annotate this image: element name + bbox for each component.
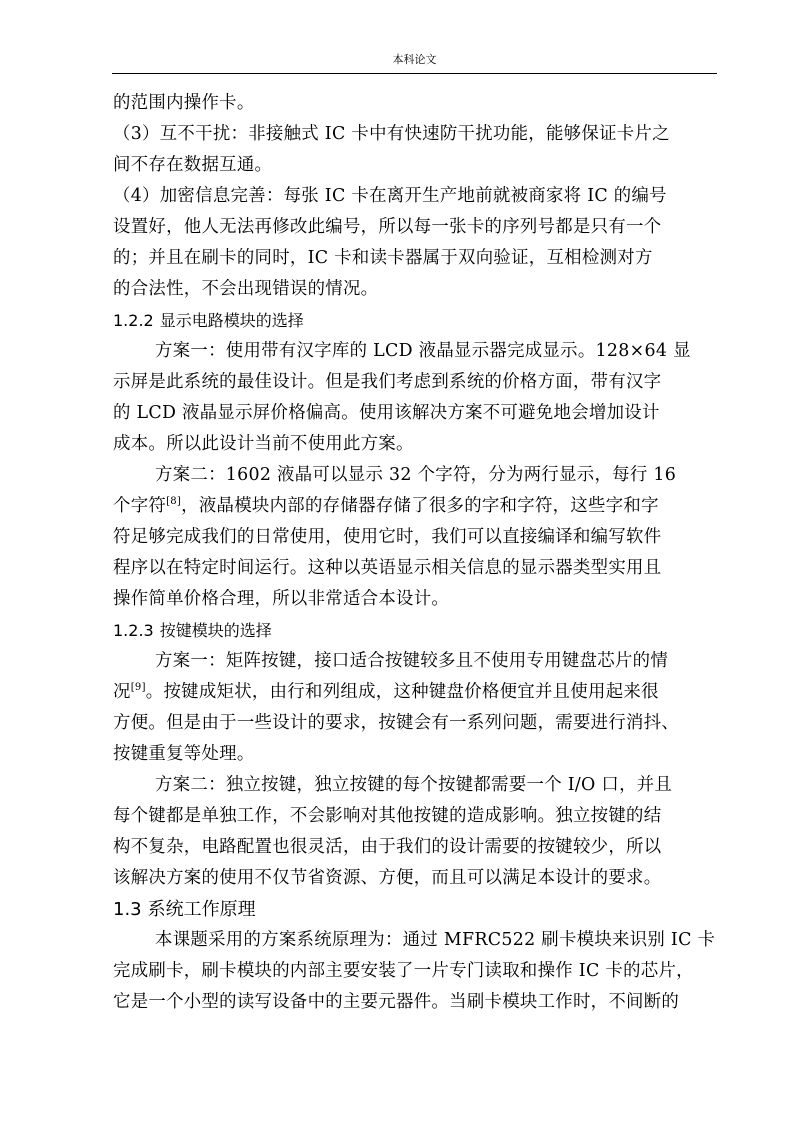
text-line: 程序以在特定时间运行。这种以英语显示相关信息的显示器类型实用且: [113, 558, 662, 578]
text-span: 。按键成矩状，由行和列组成，这种键盘价格便宜并且使用起来很: [145, 682, 659, 702]
text-line: 的合法性，不会出现错误的情况。: [113, 279, 379, 299]
text-line: 方案二：独立按键，独立按键的每个按键都需要一个 I/O 口，并且: [155, 775, 673, 795]
text-span: 个字符: [113, 496, 167, 516]
citation-ref: [8]: [166, 496, 182, 507]
citation-ref: [9]: [130, 682, 146, 693]
text-line: 成本。所以此设计当前不使用此方案。: [113, 434, 414, 454]
section-number: 1.2.3: [113, 621, 154, 640]
text-span: 况: [113, 682, 131, 702]
section-number: 1.2.2: [113, 311, 154, 330]
text-line: 方案一：矩阵按键，接口适合按键较多且不使用专用键盘芯片的情: [155, 651, 669, 671]
text-line: 的 LCD 液晶显示屏价格偏高。使用该解决方案不可避免地会增加设计: [113, 403, 660, 423]
text-line: （3）互不干扰：非接触式 IC 卡中有快速防干扰功能，能够保证卡片之: [113, 124, 670, 144]
text-line: 完成刷卡，刷卡模块的内部主要安装了一片专门读取和操作 IC 卡的芯片，: [113, 961, 694, 981]
text-line: 本课题采用的方案系统原理为：通过 MFRC522 刷卡模块来识别 IC 卡: [155, 930, 716, 950]
section-heading-1-3: [113, 894, 717, 925]
text-line: 按键重复等处理。: [113, 744, 255, 764]
section-title: 显示电路模块的选择: [159, 311, 304, 330]
text-line: 该解决方案的使用不仅节省资源、方便，而且可以满足本设计的要求。: [113, 868, 662, 888]
text-line: 间不存在数据互通。: [113, 155, 273, 175]
text-line: 符足够完成我们的日常使用，使用它时，我们可以直接编译和编写软件: [113, 527, 662, 547]
section-heading-1-2-3: [113, 615, 717, 646]
text-line: 示屏是此系统的最佳设计。但是我们考虑到系统的价格方面，带有汉字: [113, 372, 662, 392]
text-line: [113, 677, 717, 708]
header-rule: [112, 73, 717, 74]
text-line: 设置好，他人无法再修改此编号，所以每一张卡的序列号都是只有一个: [113, 217, 662, 237]
text-line: （4）加密信息完善：每张 IC 卡在离开生产地前就被商家将 IC 的编号: [113, 186, 667, 206]
text-line: 它是一个小型的读写设备中的主要元器件。当刷卡模块工作时，不间断的: [113, 992, 680, 1012]
text-line: 操作简单价格合理，所以非常适合本设计。: [113, 589, 450, 609]
section-heading-1-2-2: [113, 305, 717, 336]
document-body: [113, 88, 717, 1018]
section-title: 按键模块的选择: [159, 621, 272, 640]
text-line: 方便。但是由于一些设计的要求，按键会有一系列问题，需要进行消抖、: [113, 713, 680, 733]
text-span: ，液晶模块内部的存储器存储了很多的字和字符，这些字和字: [181, 496, 659, 516]
text-line: 方案一：使用带有汉字库的 LCD 液晶显示器完成显示。128×64 显: [155, 341, 691, 361]
text-line: [113, 491, 717, 522]
section-title: 系统工作原理: [147, 899, 256, 920]
text-line: 的；并且在刷卡的同时，IC 卡和读卡器属于双向验证，互相检测对方: [113, 248, 653, 268]
text-line: 方案二：1602 液晶可以显示 32 个字符，分为两行显示，每行 16: [155, 465, 677, 485]
text-line: 的范围内操作卡。: [113, 93, 255, 113]
text-line: 构不复杂，电路配置也很灵活，由于我们的设计需要的按键较少，所以: [113, 837, 662, 857]
running-header: 本科论文: [392, 53, 437, 66]
text-line: 每个键都是单独工作，不会影响对其他按键的造成影响。独立按键的结: [113, 806, 662, 826]
section-number: 1.3: [113, 899, 142, 920]
